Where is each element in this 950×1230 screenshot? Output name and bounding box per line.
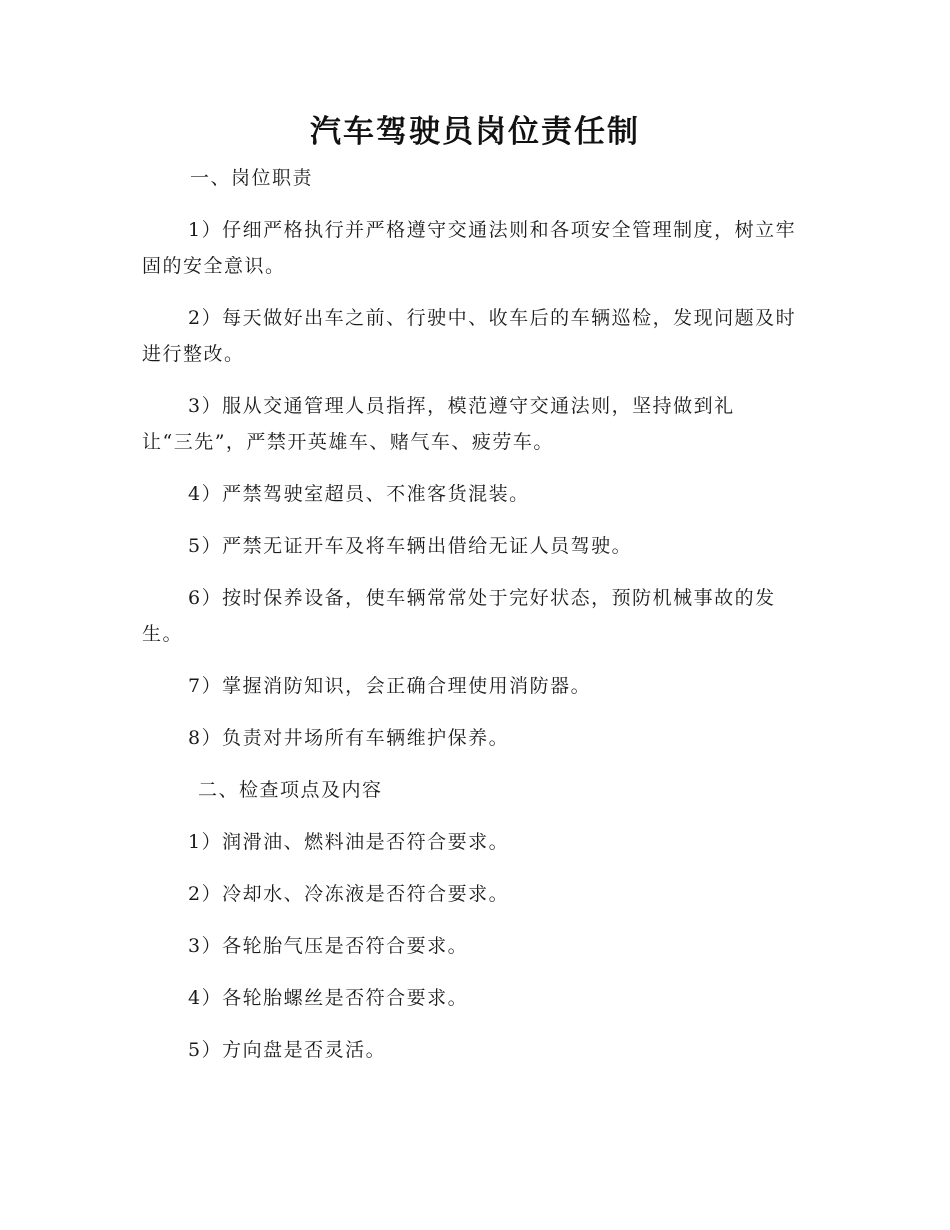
paragraph: 6）按时保养设备，使车辆常常处于完好状态，预防机械事故的发生。 — [142, 587, 776, 645]
paragraph: 5）严禁无证开车及将车辆出借给无证人员驾驶。 — [188, 535, 633, 557]
section-heading: 一、岗位职责 — [190, 167, 314, 189]
document-title: 汽车驾驶员岗位责任制 — [310, 114, 640, 150]
paragraph: 8）负责对井场所有车辆维护保养。 — [188, 727, 510, 749]
paragraph: 1）仔细严格执行并严格遵守交通法则和各项安全管理制度，树立牢固的安全意识。 — [142, 219, 797, 277]
paragraph: 5）方向盘是否灵活。 — [188, 1039, 387, 1061]
paragraph: 2）冷却水、冷冻液是否符合要求。 — [188, 883, 510, 905]
paragraph: 4）严禁驾驶室超员、不准客货混装。 — [188, 483, 530, 505]
paragraph: 7）掌握消防知识，会正确合理使用消防器。 — [188, 675, 592, 697]
section-heading: 二、检查项点及内容 — [198, 779, 383, 801]
paragraph: 1）润滑油、燃料油是否符合要求。 — [188, 831, 510, 853]
paragraph: 4）各轮胎螺丝是否符合要求。 — [188, 987, 469, 1009]
document-body — [142, 160, 810, 1084]
paragraph: 2）每天做好出车之前、行驶中、收车后的车辆巡检，发现问题及时进行整改。 — [142, 307, 797, 365]
paragraph: 3）各轮胎气压是否符合要求。 — [188, 935, 469, 957]
paragraph: 3）服从交通管理人员指挥，模范遵守交通法则，坚持做到礼让“三先”，严禁开英雄车、赌气车、疲劳车。 — [142, 395, 735, 453]
